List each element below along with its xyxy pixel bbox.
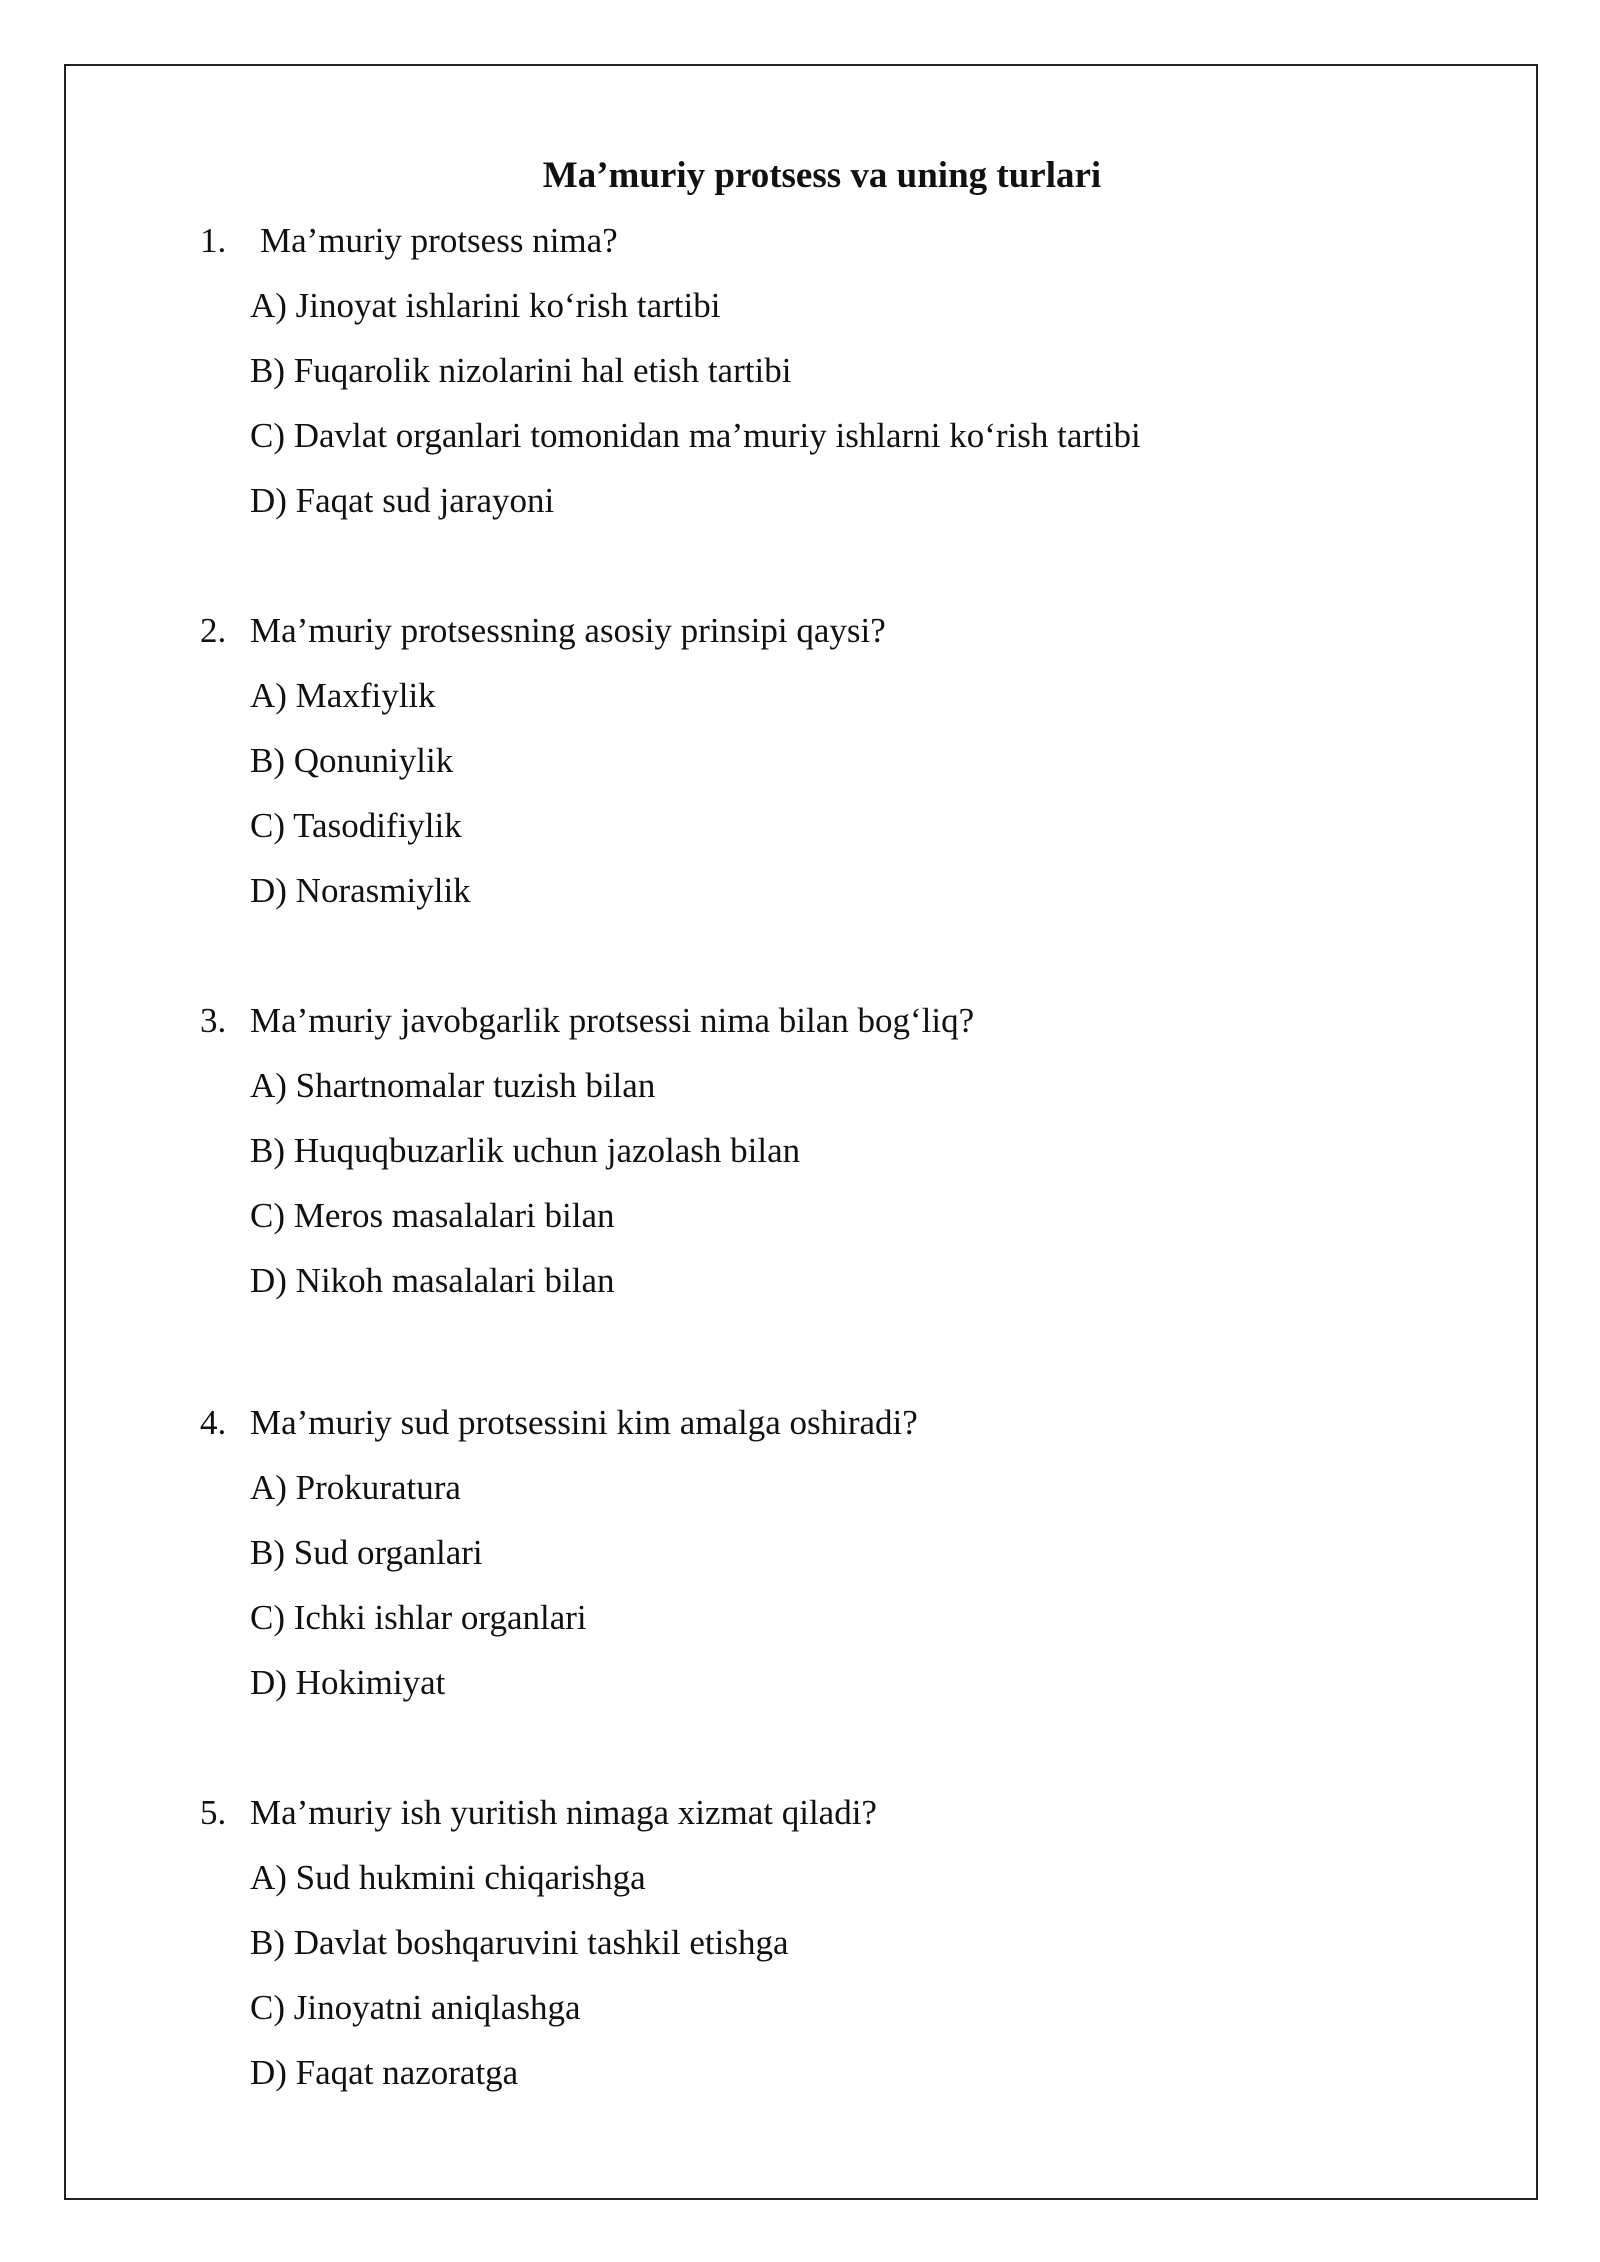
question-text: Ma’muriy ish yuritish nimaga xizmat qiladi? bbox=[250, 1793, 877, 1832]
option-b: B) Qonuniylik bbox=[250, 741, 454, 780]
document-title: Ma’muriy protsess va uning turlari bbox=[542, 155, 1102, 196]
question-2 bbox=[200, 605, 1500, 995]
question-number: 1. bbox=[200, 221, 227, 260]
option-b: B) Sud organlari bbox=[250, 1533, 483, 1572]
question-text: Ma’muriy protsess nima? bbox=[260, 221, 618, 260]
option-d: D) Faqat sud jarayoni bbox=[250, 481, 555, 520]
question-3 bbox=[200, 995, 1500, 1397]
question-number: 2. bbox=[200, 611, 227, 650]
option-a: A) Shartnomalar tuzish bilan bbox=[250, 1066, 656, 1105]
option-list bbox=[200, 280, 1500, 540]
option-b: B) Fuqarolik nizolarini hal etish tartibi bbox=[250, 351, 792, 390]
option-d: D) Nikoh masalalari bilan bbox=[250, 1261, 615, 1300]
question-line bbox=[200, 215, 1500, 280]
option-b: B) Davlat boshqaruvini tashkil etishga bbox=[250, 1923, 789, 1962]
question-1 bbox=[200, 215, 1500, 605]
option-c: C) Tasodifiylik bbox=[250, 806, 462, 845]
question-4 bbox=[200, 1397, 1500, 1787]
option-c: C) Ichki ishlar organlari bbox=[250, 1598, 587, 1637]
question-text: Ma’muriy sud protsessini kim amalga oshiradi? bbox=[250, 1403, 918, 1442]
question-line bbox=[200, 605, 1500, 670]
option-c: C) Davlat organlari tomonidan ma’muriy ishlarni ko‘rish tartibi bbox=[250, 416, 1141, 455]
option-a: A) Jinoyat ishlarini ko‘rish tartibi bbox=[250, 286, 721, 325]
question-line bbox=[200, 1787, 1500, 1852]
option-c: C) Jinoyatni aniqlashga bbox=[250, 1988, 581, 2027]
option-list bbox=[200, 670, 1500, 930]
question-number: 5. bbox=[200, 1793, 227, 1832]
option-a: A) Sud hukmini chiqarishga bbox=[250, 1858, 646, 1897]
option-a: A) Prokuratura bbox=[250, 1468, 461, 1507]
question-text: Ma’muriy protsessning asosiy prinsipi qaysi? bbox=[250, 611, 886, 650]
option-list bbox=[200, 1462, 1500, 1722]
question-number: 3. bbox=[200, 1001, 227, 1040]
option-d: D) Norasmiylik bbox=[250, 871, 471, 910]
option-a: A) Maxfiylik bbox=[250, 676, 436, 715]
question-line bbox=[200, 995, 1500, 1060]
option-d: D) Faqat nazoratga bbox=[250, 2053, 519, 2092]
option-d: D) Hokimiyat bbox=[250, 1663, 446, 1702]
option-b: B) Huquqbuzarlik uchun jazolash bilan bbox=[250, 1131, 801, 1170]
question-text: Ma’muriy javobgarlik protsessi nima bilan bog‘liq? bbox=[250, 1001, 975, 1040]
question-5 bbox=[200, 1787, 1500, 2177]
option-list bbox=[200, 1852, 1500, 2112]
question-line bbox=[200, 1397, 1500, 1462]
question-number: 4. bbox=[200, 1403, 227, 1442]
question-list bbox=[200, 215, 1500, 2177]
option-c: C) Meros masalalari bilan bbox=[250, 1196, 615, 1235]
option-list bbox=[200, 1060, 1500, 1320]
